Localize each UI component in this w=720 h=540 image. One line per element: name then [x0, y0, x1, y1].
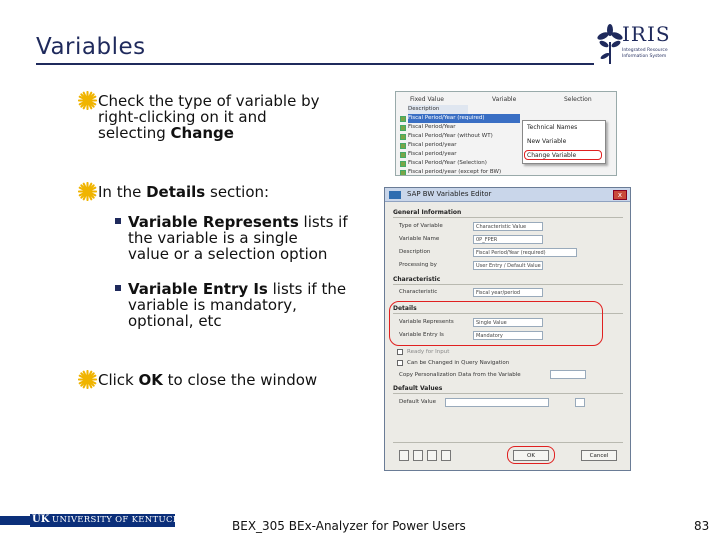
field-label: Type of Variable [399, 223, 443, 229]
page-number: 83 [694, 519, 710, 533]
list-item[interactable]: Fiscal Period/Year [408, 124, 456, 130]
section-characteristic: Characteristic [393, 276, 441, 283]
sub-bullet-variable-represents [128, 214, 348, 262]
list-item-selected[interactable]: Fiscal Period/Year (required) [408, 114, 520, 123]
toolbar-button[interactable] [427, 450, 437, 461]
dialog-title: SAP BW Variables Editor [407, 190, 492, 198]
toolbar-button[interactable] [413, 450, 423, 461]
value-help-button[interactable] [575, 398, 585, 407]
logo-wordmark: IRIS [622, 22, 671, 46]
sub-bullet-line [128, 214, 348, 230]
variable-icon [400, 134, 406, 140]
sub-bullet-line: optional, etc [128, 312, 222, 330]
sub-bullet-line [128, 281, 346, 297]
field-label: Description [399, 249, 431, 255]
column-header-description: Description [408, 105, 468, 114]
highlight-circle [524, 150, 602, 160]
checkbox-label: Ready for Input [407, 349, 450, 355]
bullet-click-ok [98, 372, 317, 388]
keyword-variable-entry: Variable Entry Is [128, 280, 268, 298]
bullet-star-icon [78, 370, 97, 389]
highlight-circle [507, 446, 555, 464]
divider [393, 442, 623, 443]
context-menu-screenshot [395, 91, 617, 176]
bullet-text: Click [98, 371, 139, 389]
bullet-text-line [98, 125, 319, 141]
keyword-ok: OK [138, 371, 163, 389]
copy-personalization-field[interactable] [550, 370, 586, 379]
variable-icon [400, 116, 406, 122]
tab-variable[interactable]: Variable [492, 96, 517, 103]
square-bullet-icon [115, 218, 121, 224]
cancel-button[interactable]: Cancel [581, 450, 617, 461]
menu-item-technical-names[interactable]: Technical Names [527, 124, 578, 131]
variable-icon [400, 143, 406, 149]
variable-icon [400, 161, 406, 167]
slide-title: Variables [36, 34, 146, 60]
ready-for-input-checkbox[interactable] [397, 349, 403, 355]
list-item[interactable]: Fiscal period/year [408, 151, 457, 157]
tab-fixed-value[interactable]: Fixed Value [410, 96, 444, 103]
list-item[interactable]: Fiscal period/year [408, 142, 457, 148]
field-label: Variable Name [399, 236, 440, 242]
section-general: General Information [393, 209, 462, 216]
footer-bar [0, 516, 30, 525]
iris-logo [592, 20, 672, 68]
field-label: Characteristic [399, 289, 438, 295]
title-underline [36, 63, 594, 65]
context-menu [522, 120, 606, 164]
logo-subtitle: Integrated Resource Information System [622, 48, 668, 59]
description-field[interactable]: Fiscal Period/Year (required) [473, 248, 577, 257]
type-of-variable-select[interactable]: Characteristic Value [473, 222, 543, 231]
footer-course-title: BEX_305 BEx-Analyzer for Power Users [232, 519, 466, 533]
sub-bullet-line: value or a selection option [128, 245, 328, 263]
section-default-values: Default Values [393, 385, 443, 392]
field-label: Variable Represents [399, 319, 454, 325]
field-label: Copy Personalization Data from the Variable [399, 372, 521, 378]
bullet-text: In the [98, 183, 147, 201]
university-name: UNIVERSITY OF KENTUCKY [52, 515, 186, 525]
field-label: Processing by [399, 262, 437, 268]
tab-selection[interactable]: Selection [564, 96, 592, 103]
help-button[interactable] [399, 450, 409, 461]
can-be-changed-checkbox[interactable] [397, 360, 403, 366]
dialog-titlebar [385, 188, 630, 202]
list-item[interactable]: Fiscal period/year (except for BW) [408, 169, 502, 175]
highlight-circle [389, 301, 603, 346]
variable-icon [400, 152, 406, 158]
keyword-change: Change [170, 124, 234, 142]
keyword-details: Details [146, 183, 206, 201]
square-bullet-icon [115, 285, 121, 291]
variable-represents-select[interactable]: Single Value [473, 318, 543, 327]
variable-entry-select[interactable]: Mandatory [473, 331, 543, 340]
close-button[interactable]: x [613, 190, 627, 200]
sub-bullet-text: lists if [298, 213, 348, 231]
bullet-star-icon [78, 182, 97, 201]
bullet-star-icon [78, 91, 97, 110]
list-item[interactable]: Fiscal Period/Year (Selection) [408, 160, 487, 166]
keyword-variable-represents: Variable Represents [128, 213, 299, 231]
bullet-text: section: [205, 183, 270, 201]
university-logo [30, 514, 186, 527]
sub-bullet-text: lists if the [267, 280, 347, 298]
bullet-details-section [98, 184, 269, 200]
variable-icon [400, 170, 406, 176]
field-label: Default Value [399, 399, 436, 405]
checkbox-label: Can be Changed in Query Navigation [407, 360, 510, 366]
section-details: Details [393, 305, 417, 312]
bullet-text-line: Check the type of variable by [98, 92, 320, 110]
app-icon [389, 191, 401, 199]
toolbar-button[interactable] [441, 450, 451, 461]
variable-icon [400, 125, 406, 131]
menu-item-new-variable[interactable]: New Variable [527, 138, 567, 145]
list-item[interactable]: Fiscal Period/Year (without WT) [408, 133, 493, 139]
divider [393, 284, 623, 285]
bullet-text: to close the window [162, 371, 318, 389]
ok-button[interactable]: OK [513, 450, 549, 461]
sub-bullet-line: the variable is a single [128, 229, 298, 247]
bullet-text: selecting [98, 124, 171, 142]
bullet-check-type [98, 93, 319, 141]
sub-bullet-variable-entry [128, 281, 346, 329]
field-label: Variable Entry Is [399, 332, 444, 338]
variable-name-field[interactable]: 0P_FPER [473, 235, 543, 244]
default-value-field[interactable] [445, 398, 549, 407]
menu-item-change-variable[interactable]: Change Variable [527, 152, 577, 159]
bullet-text-line: right-clicking on it and [98, 108, 267, 126]
processing-by-select[interactable]: User Entry / Default Value [473, 261, 543, 270]
divider [393, 217, 623, 218]
variables-editor-screenshot [384, 187, 631, 471]
sub-bullet-line: variable is mandatory, [128, 296, 297, 314]
divider [393, 393, 623, 394]
characteristic-select[interactable]: Fiscal year/period [473, 288, 543, 297]
uk-initials: UK [32, 514, 50, 525]
